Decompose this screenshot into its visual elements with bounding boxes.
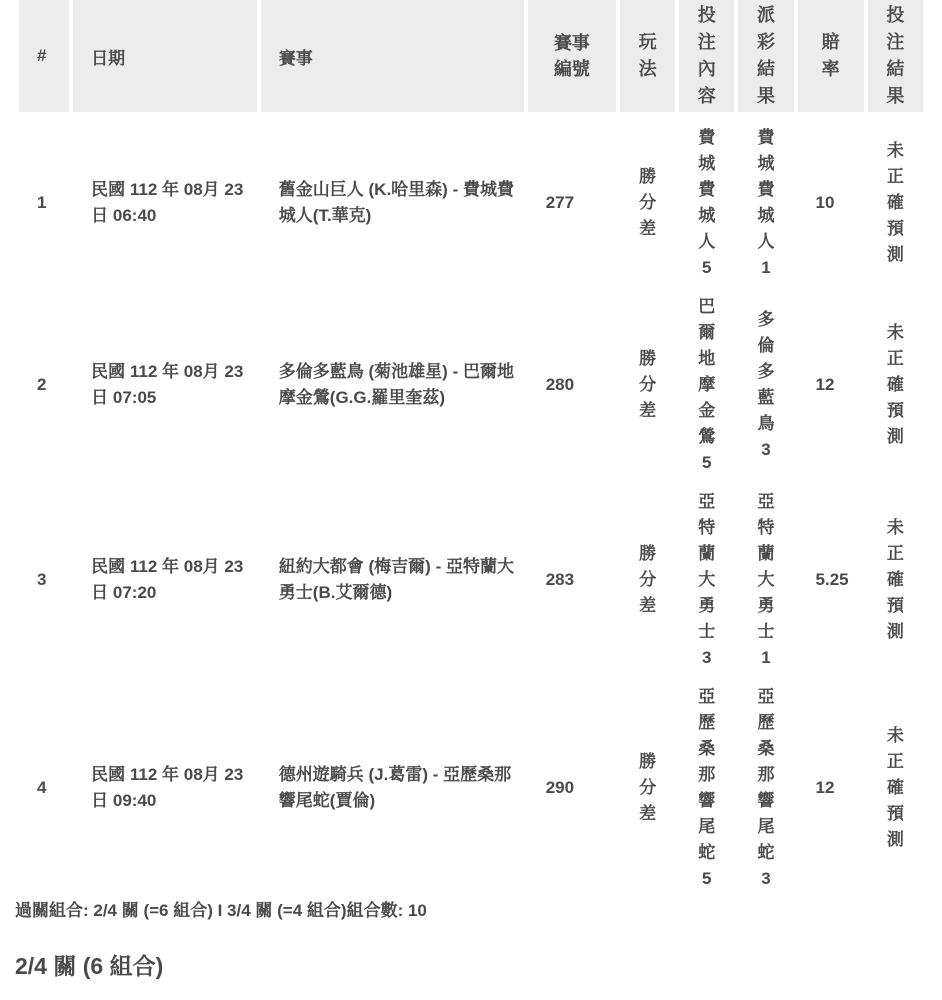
row-play — [620, 684, 675, 892]
row-outcome — [868, 294, 923, 476]
row-index: 1 — [37, 193, 47, 212]
row-match: 德州遊騎兵 (J.葛雷) - 亞歷桑那響尾蛇(賈倫) — [278, 765, 512, 810]
row-match-no: 277 — [545, 193, 575, 212]
row-play-text: 勝分差 — [639, 752, 657, 823]
header-outcome-text: 投注結果 — [886, 5, 905, 106]
table-row — [19, 112, 923, 294]
row-result — [738, 294, 793, 476]
row-result — [738, 112, 793, 294]
row-odds: 5.25 — [815, 570, 849, 589]
row-match-no: 283 — [545, 570, 575, 589]
row-match: 舊金山巨人 (K.哈里森) - 費城費城人(T.華克) — [278, 180, 514, 225]
header-index: # — [19, 0, 69, 112]
row-odds: 12 — [815, 778, 835, 797]
row-play-text: 勝分差 — [639, 167, 657, 238]
header-play — [620, 0, 675, 112]
row-result-text: 費城費城人1 — [757, 128, 775, 277]
row-index: 3 — [37, 570, 47, 589]
row-outcome-text: 未正確預測 — [886, 141, 904, 264]
row-match: 紐約大都會 (梅吉爾) - 亞特蘭大勇士(B.艾爾德) — [278, 557, 514, 602]
table-row — [19, 476, 923, 684]
header-match-no — [528, 0, 616, 112]
header-outcome — [868, 0, 923, 112]
row-index: 2 — [37, 375, 47, 394]
row-outcome — [868, 112, 923, 294]
header-date: 日期 — [73, 0, 257, 112]
row-result-text: 多倫多藍鳥3 — [757, 310, 775, 459]
table-row — [19, 684, 923, 892]
row-match: 多倫多藍鳥 (菊池雄星) - 巴爾地摩金鶯(G.G.羅里奎茲) — [278, 362, 514, 407]
section-heading: 2/4 關 (6 組合) — [15, 953, 164, 979]
row-bet — [679, 294, 734, 476]
row-bet-text: 亞特蘭大勇士3 — [698, 492, 716, 667]
row-play-text: 勝分差 — [639, 544, 657, 615]
row-bet — [679, 112, 734, 294]
row-bet-text: 巴爾地摩金鶯5 — [698, 297, 716, 472]
row-date: 民國 112 年 08月 23日 06:40 — [91, 180, 244, 225]
table-row — [19, 294, 923, 476]
parlay-summary: 過關組合: 2/4 關 (=6 組合) I 3/4 關 (=4 組合)組合數: 10 — [15, 901, 427, 920]
header-odds-text: 賠率 — [821, 32, 840, 79]
row-odds: 10 — [815, 193, 835, 212]
row-result — [738, 684, 793, 892]
row-result-text: 亞特蘭大勇士1 — [757, 492, 775, 667]
row-outcome-text: 未正確預測 — [886, 323, 904, 446]
row-index: 4 — [37, 778, 47, 797]
row-play — [620, 294, 675, 476]
row-play-text: 勝分差 — [639, 349, 657, 420]
row-play — [620, 476, 675, 684]
row-bet-text: 亞歷桑那響尾蛇5 — [698, 687, 716, 888]
row-match-no: 280 — [545, 375, 575, 394]
header-bet-text: 投注內容 — [697, 5, 716, 106]
row-outcome-text: 未正確預測 — [886, 726, 904, 849]
header-bet — [679, 0, 734, 112]
row-play — [620, 112, 675, 294]
row-result — [738, 476, 793, 684]
row-outcome — [868, 476, 923, 684]
header-result-text: 派彩結果 — [756, 5, 775, 106]
row-date: 民國 112 年 08月 23日 07:20 — [91, 557, 244, 602]
header-match: 賽事 — [261, 0, 524, 112]
header-play-text: 玩法 — [638, 32, 657, 79]
row-date: 民國 112 年 08月 23日 07:05 — [91, 362, 244, 407]
row-outcome — [868, 684, 923, 892]
bet-table — [15, 0, 927, 892]
header-odds — [798, 0, 864, 112]
row-outcome-text: 未正確預測 — [886, 518, 904, 641]
row-result-text: 亞歷桑那響尾蛇3 — [757, 687, 775, 888]
row-bet-text: 費城費城人5 — [698, 128, 716, 277]
header-result — [738, 0, 793, 112]
row-bet — [679, 684, 734, 892]
table-header-row — [19, 0, 923, 112]
row-bet — [679, 476, 734, 684]
row-match-no: 290 — [545, 778, 575, 797]
row-date: 民國 112 年 08月 23日 09:40 — [91, 765, 244, 810]
header-match-no-text: 賽事編號 — [553, 33, 590, 79]
row-odds: 12 — [815, 375, 835, 394]
